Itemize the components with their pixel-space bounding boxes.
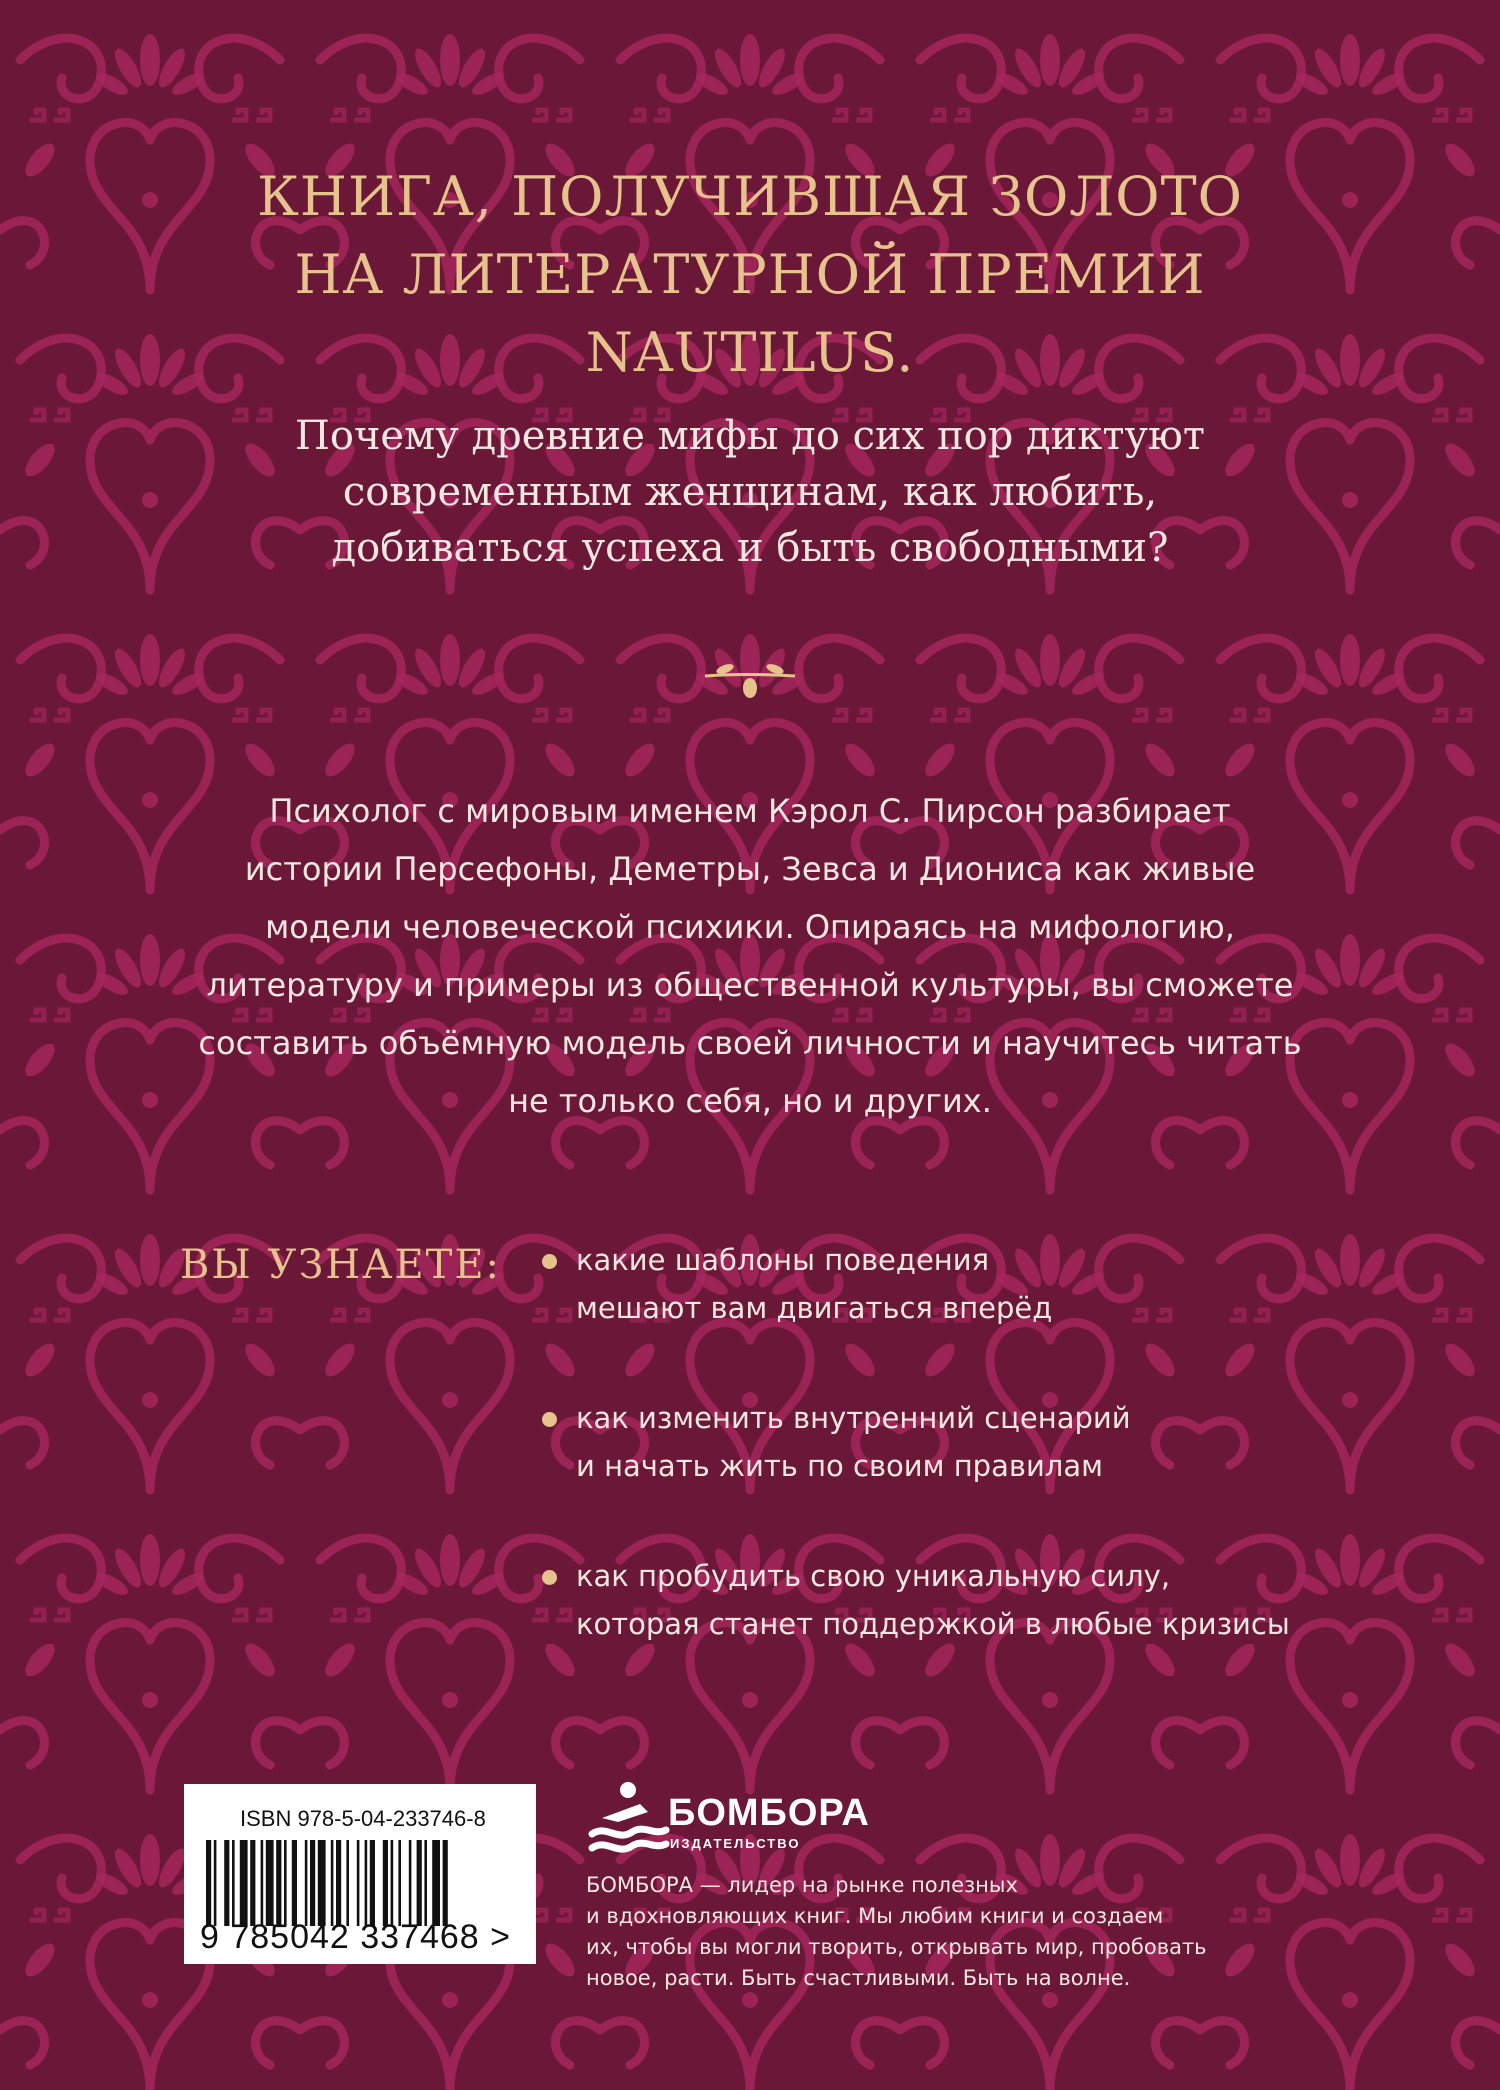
question-line: Почему древние мифы до сих пор диктуют xyxy=(295,413,1205,459)
list-item-line: как изменить внутренний сценарий xyxy=(576,1401,1131,1435)
list-item-line: мешают вам двигаться вперёд xyxy=(576,1291,1053,1325)
list-item xyxy=(542,1236,1442,1332)
list-item-line: как пробудить свою уникальную силу, xyxy=(576,1559,1171,1593)
barcode-bars-icon xyxy=(206,1840,516,1926)
list-item-line: и начать жить по своим правилам xyxy=(576,1449,1103,1483)
bombora-wave-logo-icon xyxy=(588,1778,678,1858)
description-line: модели человеческой психики. Опираясь на мифологию, xyxy=(265,908,1235,946)
question-line: добиваться успеха и быть свободными? xyxy=(331,525,1169,571)
learn-title: ВЫ УЗНАЕТЕ: xyxy=(180,1242,502,1288)
publisher-subtitle: ИЗДАТЕЛЬСТВО xyxy=(670,1836,801,1851)
description-line: истории Персефоны, Деметры, Зевса и Диониса как живые xyxy=(244,850,1256,888)
barcode-digits: 9 785042 337468 > xyxy=(200,1918,512,1956)
publisher-line: их, чтобы вы могли творить, открывать мир, пробовать xyxy=(586,1935,1207,1959)
publisher-line: и вдохновляющих книг. Мы любим книги и создаем xyxy=(586,1904,1164,1928)
question-line: современным женщинам, как любить, xyxy=(342,469,1158,515)
olive-branch-icon xyxy=(695,662,805,702)
publisher-description xyxy=(586,1870,1207,1994)
isbn-number: ISBN 978-5-04-233746-8 xyxy=(240,1806,486,1831)
list-item-line: какие шаблоны поведения xyxy=(576,1243,990,1277)
description-line: Психолог с мировым именем Кэрол С. Пирсон разбирает xyxy=(269,792,1231,830)
headline-line: НА ЛИТЕРАТУРНОЙ ПРЕМИИ xyxy=(294,243,1206,306)
list-item-line: которая станет поддержкой в любые кризисы xyxy=(576,1607,1290,1641)
description-line: составить объёмную модель своей личности и научитесь читать xyxy=(198,1024,1302,1062)
bullet-dot-icon xyxy=(542,1254,557,1269)
headline-line: NAUTILUS. xyxy=(585,321,915,384)
publisher-line: БОМБОРА — лидер на рынке полезных xyxy=(586,1873,1018,1897)
learn-list xyxy=(542,1236,1442,1710)
award-headline xyxy=(0,158,1500,392)
question-text xyxy=(0,408,1500,576)
list-item xyxy=(542,1552,1442,1648)
publisher-name: БОМБОРА xyxy=(668,1792,870,1834)
description-line: литературу и примеры из общественной культуры, вы сможете xyxy=(206,966,1294,1004)
headline-line: КНИГА, ПОЛУЧИВШАЯ ЗОЛОТО xyxy=(257,165,1243,228)
bullet-dot-icon xyxy=(542,1570,557,1585)
publisher-line: новое, расти. Быть счастливыми. Быть на волне. xyxy=(586,1966,1131,1990)
book-description xyxy=(0,782,1500,1130)
description-line: не только себя, но и других. xyxy=(508,1082,992,1120)
bullet-dot-icon xyxy=(542,1412,557,1427)
barcode xyxy=(184,1784,536,1964)
list-item xyxy=(542,1394,1442,1490)
